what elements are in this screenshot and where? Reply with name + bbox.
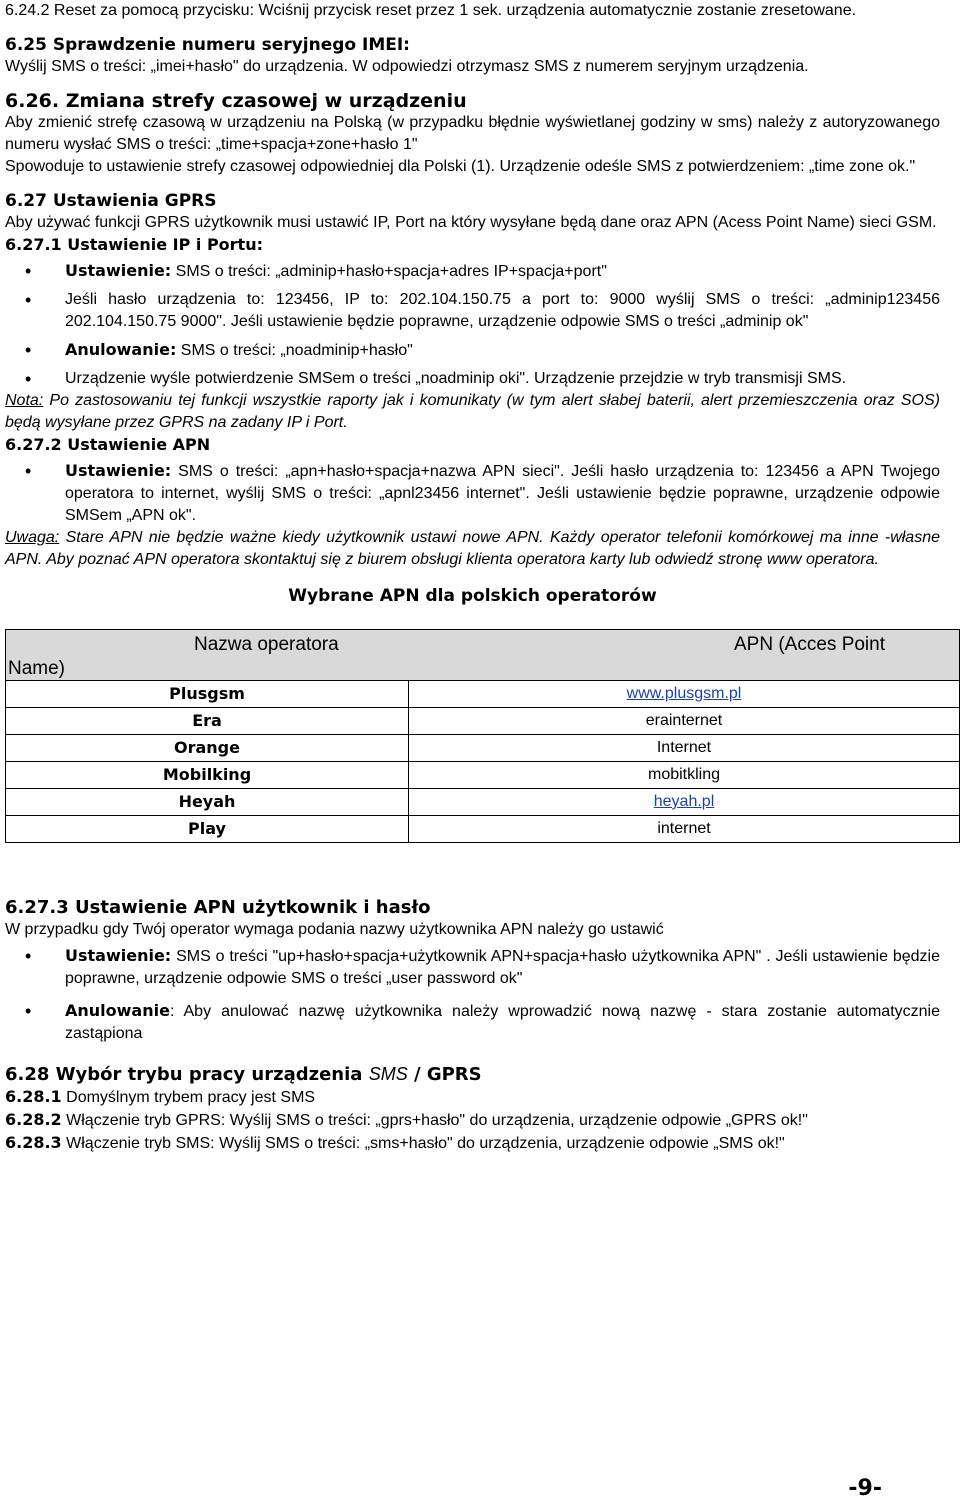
heading-6-25: 6.25 Sprawdzenie numeru seryjnego IMEI:	[5, 35, 410, 55]
table-row	[6, 762, 960, 789]
list-6-27-2	[5, 460, 940, 527]
document-page	[5, 0, 940, 1155]
operator-name-cell: Play	[6, 816, 409, 843]
text-6-27-3: W przypadku gdy Twój operator wymaga podania nazwy użytkownika APN należy go ustawić	[5, 921, 664, 938]
operator-name-cell: Orange	[6, 735, 409, 762]
col-apn-cont: Name)	[8, 658, 66, 679]
apn-cell	[409, 735, 960, 762]
apn-value: internet	[657, 820, 711, 837]
list-item: • Ustawienie: SMS o treści: „apn+hasło+spacja+nazwa APN sieci". Jeśli hasło urządzenia to: 123456 a APN Twojego operatora to internet, wyślij SMS o treści: „apnl23456 internet". Jeśli ustawienie będzie poprawne, urządzenie odpowie SMSem „APN ok".	[5, 460, 940, 527]
list-item: • Anulowanie: Aby anulować nazwę użytkownika należy wprowadzić nową nazwę - stara zostanie automatycznie zastąpiona	[5, 1000, 940, 1045]
heading-6-27-1: 6.27.1 Ustawienie IP i Portu:	[5, 235, 263, 254]
text-6-25: Wyślij SMS o treści: „imei+hasło" do urządzenia. W odpowiedzi otrzymasz SMS z numerem seryjnym urządzenia.	[5, 58, 809, 75]
apn-rows	[6, 681, 960, 843]
table-row	[6, 789, 960, 816]
apn-value: mobitkling	[647, 766, 721, 783]
list-6-27-1	[5, 260, 940, 390]
heading-6-27-2: 6.27.2 Ustawienie APN	[5, 435, 211, 454]
heading-6-28: 6.28 Wybór trybu pracy urządzenia SMS / GPRS	[5, 1064, 482, 1085]
text-6-26-a: Aby zmienić strefę czasową w urządzeniu na Polską (w przypadku błędnie wyświetlanej godziny w sms) należy z autoryzowanego numeru wysłać SMS o treści: „time+spacja+zone+hasło 1"	[5, 114, 940, 153]
table-header	[6, 630, 960, 681]
table-header-row	[6, 630, 960, 681]
list-6-27-3	[5, 945, 940, 1045]
table-row	[6, 735, 960, 762]
apn-cell	[409, 681, 960, 708]
col-apn: APN (Acces Point	[734, 634, 885, 655]
heading-6-27-3: 6.27.3 Ustawienie APN użytkownik i hasło	[5, 897, 431, 918]
text-6-27: Aby używać funkcji GPRS użytkownik musi ustawić IP, Port na który wysyłane będą dane oraz APN (Acess Point Name) sieci GSM.	[5, 214, 937, 231]
operator-name-cell: Plusgsm	[6, 681, 409, 708]
apn-table-title: Wybrane APN dla polskich operatorów	[288, 586, 657, 606]
section-6-24-2: 6.24.2 Reset za pomocą przycisku: Wciśnij przycisk reset przez 1 sek. urządzenia automatycznie zostanie zresetowane.	[5, 2, 857, 19]
line-6-28-1: 6.28.1 Domyślnym trybem pracy jest SMS	[5, 1087, 316, 1106]
col-operator-name: Nazwa operatora	[194, 634, 339, 655]
operator-name-cell: Heyah	[6, 789, 409, 816]
table-row	[6, 681, 960, 708]
warning-6-27-2: Uwaga: Stare APN nie będzie ważne kiedy użytkownik ustawi nowe APN. Każdy operator telefonii komórkowej ma inne -własne APN. Aby poznać APN operatora skontaktuj się z biurem obsługi klienta operatora karty lub odwiedź stronę www operatora.	[5, 529, 940, 568]
list-item: • Anulowanie: SMS o treści: „noadminip+hasło"	[5, 339, 940, 362]
apn-cell	[409, 816, 960, 843]
apn-value: Internet	[656, 739, 712, 756]
table-row	[6, 708, 960, 735]
apn-link[interactable]: www.plusgsm.pl	[626, 685, 742, 702]
apn-value: erainternet	[645, 712, 723, 729]
list-item: • Urządzenie wyśle potwierdzenie SMSem o treści „noadminip oki". Urządzenie przejdzie w tryb transmisji SMS.	[5, 368, 940, 390]
operator-name-cell: Mobilking	[6, 762, 409, 789]
heading-6-26: 6.26. Zmiana strefy czasowej w urządzeniu	[5, 90, 467, 112]
note-6-27-1: Nota: Po zastosowaniu tej funkcji wszystkie raporty jak i komunikaty (w tym alert słabej baterii, alert przemieszczenia oraz SOS) będą wysyłane przez GPRS na zadany IP i Port.	[5, 392, 940, 431]
apn-cell	[409, 762, 960, 789]
text-6-26-b: Spowoduje to ustawienie strefy czasowej odpowiedniej dla Polski (1). Urządzenie odeśle SMS z potwierdzeniem: „time zone ok."	[5, 158, 916, 175]
line-6-28-3: 6.28.3 Włączenie tryb SMS: Wyślij SMS o treści: „sms+hasło" do urządzenia, urządzenie odpowie „SMS ok!"	[5, 1133, 785, 1152]
apn-cell	[409, 708, 960, 735]
apn-table	[5, 629, 960, 843]
list-item: • Jeśli hasło urządzenia to: 123456, IP to: 202.104.150.75 a port to: 9000 wyślij SMS o treści: „adminip123456 202.104.150.75 9000". Jeśli ustawienie będzie poprawne, urządzenie odpowie SMS o treści „adminip ok"	[5, 289, 940, 333]
line-6-28-2: 6.28.2 Włączenie tryb GPRS: Wyślij SMS o treści: „gprs+hasło" do urządzenia, urządzenie odpowie „GPRS ok!"	[5, 1110, 808, 1129]
heading-6-27: 6.27 Ustawienia GPRS	[5, 191, 217, 211]
list-item: • Ustawienie: SMS o treści: „adminip+hasło+spacja+adres IP+spacja+port"	[5, 260, 940, 283]
list-item: • Ustawienie: SMS o treści "up+hasło+spacja+użytkownik APN+spacja+hasło użytkownika APN" . Jeśli ustawienie będzie poprawne, urządzenie odpowie SMS o treści „user password ok"	[5, 945, 940, 990]
apn-link[interactable]: heyah.pl	[653, 793, 715, 810]
operator-name-cell: Era	[6, 708, 409, 735]
page-number: -9-	[848, 1476, 882, 1501]
table-row	[6, 816, 960, 843]
apn-cell	[409, 789, 960, 816]
